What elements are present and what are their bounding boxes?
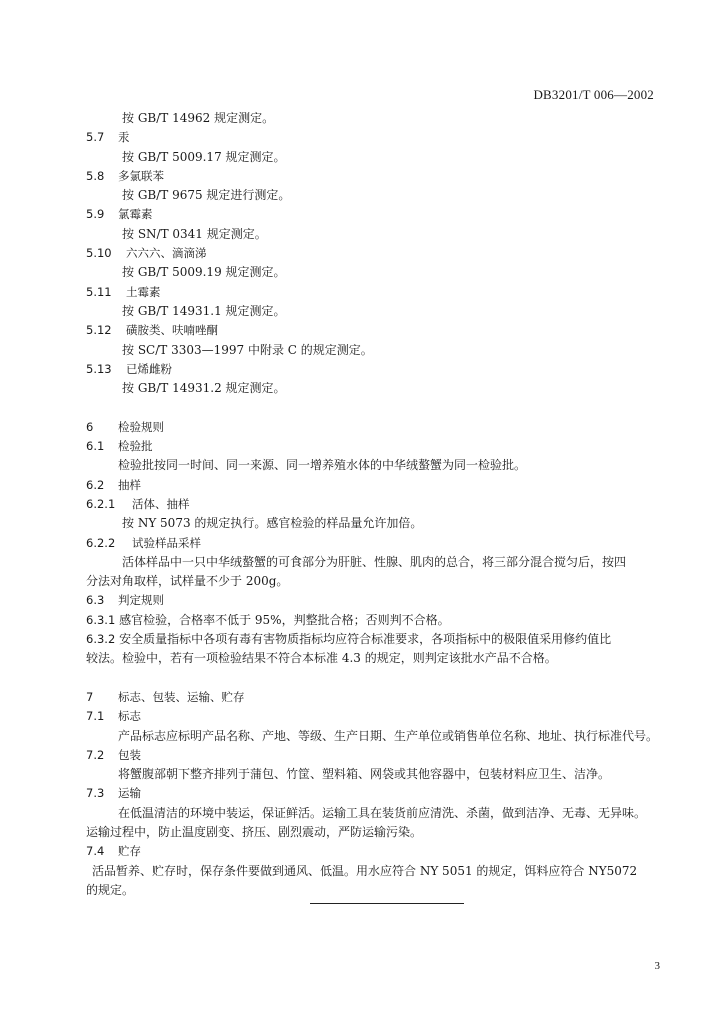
- section-number: 7: [86, 689, 94, 704]
- section-title: 汞: [118, 130, 130, 145]
- section-heading: [86, 128, 666, 147]
- paragraph-line: 按 GB/T 5009.19 规定测定。: [122, 265, 286, 280]
- paragraph-line: 按 GB/T 14931.2 规定测定。: [122, 381, 286, 396]
- section-title: 贮存: [118, 844, 141, 859]
- clause-number: 6.3.2: [86, 632, 116, 647]
- paragraph-line: 按 SC/T 3303—1997 中附录 C 的规定测定。: [122, 342, 373, 357]
- section-heading: [86, 244, 666, 263]
- section-title: 包装: [118, 747, 141, 762]
- end-rule: [310, 903, 464, 904]
- section-heading: [86, 476, 666, 495]
- section-title: 标志、包装、运输、贮存: [118, 689, 245, 704]
- section-number: 7.1: [86, 709, 105, 724]
- paragraph-line: 活品暂养、贮存时，保存条件要做到通风、低温。用水应符合 NY 5051 的规定，饵料应符合 NY5072: [92, 863, 638, 878]
- section-heading: [86, 321, 666, 340]
- section-title: 检验规则: [118, 419, 164, 434]
- section-number: 7.4: [86, 844, 105, 859]
- section-number: 6.2.1: [86, 496, 116, 511]
- section-title: 检验批: [118, 439, 153, 454]
- section-number: 6.2: [86, 477, 105, 492]
- paragraph-line: 运输过程中，防止温度剧变、挤压、剧烈震动，严防运输污染。: [86, 824, 423, 839]
- section-number: 7.2: [86, 747, 105, 762]
- section-heading: [86, 360, 666, 379]
- section-title: 土霉素: [126, 284, 161, 299]
- paragraph-line: 产品标志应标明产品名称、产地、等级、生产日期、生产单位或销售单位名称、地址、执行标准代号。: [118, 728, 659, 743]
- section-number: 6: [86, 419, 94, 434]
- paragraph-line: 按 GB/T 14962 规定测定。: [122, 111, 275, 125]
- section-number: 5.9: [86, 207, 105, 222]
- section-heading: [86, 746, 666, 765]
- clause-text: 感官检验，合格率不低于 95%，判整批合格；否则判不合格。: [119, 612, 450, 627]
- section-title: 已烯雌粉: [126, 361, 172, 376]
- section-number: 6.2.2: [86, 535, 116, 550]
- paragraph-line: 按 GB/T 5009.17 规定测定。: [122, 149, 286, 164]
- section-title: 运输: [118, 786, 141, 801]
- section-heading: [86, 167, 666, 186]
- section-heading: [86, 591, 666, 610]
- section-heading: [86, 437, 666, 456]
- section-title: 抽样: [118, 477, 141, 492]
- section-number: 5.8: [86, 168, 105, 183]
- section-title: 氯霉素: [118, 207, 153, 222]
- section-heading: [86, 418, 666, 437]
- paragraph-line: 的规定。: [86, 882, 135, 897]
- paragraph-line: 将蟹腹部朝下整齐排列于蒲包、竹筐、塑料箱、网袋或其他容器中，包装材料应卫生、洁净。: [118, 767, 611, 782]
- document-body: [86, 109, 666, 900]
- section-number: 5.12: [86, 323, 112, 338]
- paragraph-line: 检验批按同一时间、同一来源、同一增养殖水体的中华绒螯蟹为同一检验批。: [118, 458, 527, 473]
- section-heading: [86, 495, 666, 514]
- section-title: 试验样品采样: [132, 535, 201, 550]
- section-heading: [86, 283, 666, 302]
- paragraph-line: 按 GB/T 9675 规定进行测定。: [122, 188, 291, 203]
- section-heading: [86, 534, 666, 553]
- section-heading: [86, 784, 666, 803]
- paragraph-line: 活体样品中一只中华绒螯蟹的可食部分为肝脏、性腺、肌肉的总合，将三部分混合搅匀后，按四: [122, 554, 627, 569]
- paragraph-line: 按 GB/T 14931.1 规定测定。: [122, 303, 286, 318]
- section-number: 5.10: [86, 246, 112, 261]
- standard-code: DB3201/T 006—2002: [533, 87, 654, 102]
- section-gap: [86, 669, 666, 688]
- paragraph-line: 在低温清洁的环境中装运，保证鲜活。运输工具在装货前应清洗、杀菌，做到洁净、无毒、无异味。: [118, 805, 647, 820]
- section-number: 7.3: [86, 786, 105, 801]
- clause-number: 6.3.1: [86, 612, 116, 627]
- section-number: 5.11: [86, 284, 112, 299]
- section-title: 标志: [118, 709, 141, 724]
- section-title: 多氯联苯: [118, 168, 164, 183]
- section-title: 六六六、滴滴涕: [126, 246, 207, 261]
- section-heading: [86, 842, 666, 861]
- section-heading: [86, 688, 666, 707]
- paragraph-line: 按 SN/T 0341 规定测定。: [122, 226, 267, 241]
- section-number: 6.1: [86, 439, 105, 454]
- section-title: 活体、抽样: [132, 496, 190, 511]
- numbered-paragraph-line: [86, 611, 666, 630]
- paragraph-line: 按 NY 5073 的规定执行。感官检验的样品量允许加倍。: [122, 516, 423, 531]
- clause-text: 安全质量指标中各项有毒有害物质指标均应符合标准要求，各项指标中的极限值采用修约值比: [119, 632, 612, 647]
- section-title: 判定规则: [118, 593, 164, 608]
- section-heading: [86, 707, 666, 726]
- numbered-paragraph-line: [86, 630, 666, 649]
- paragraph-line: 较法。检验中，若有一项检验结果不符合本标准 4.3 的规定，则判定该批水产品不合格。: [86, 651, 557, 666]
- section-title: 磺胺类、呋喃唑酮: [126, 323, 218, 338]
- section-number: 6.3: [86, 593, 105, 608]
- section-number: 5.7: [86, 130, 105, 145]
- section-number: 5.13: [86, 361, 112, 376]
- page-number: 3: [654, 960, 660, 972]
- section-gap: [86, 398, 666, 417]
- section-heading: [86, 205, 666, 224]
- paragraph-line: 分法对角取样，试样量不少于 200g。: [86, 574, 289, 589]
